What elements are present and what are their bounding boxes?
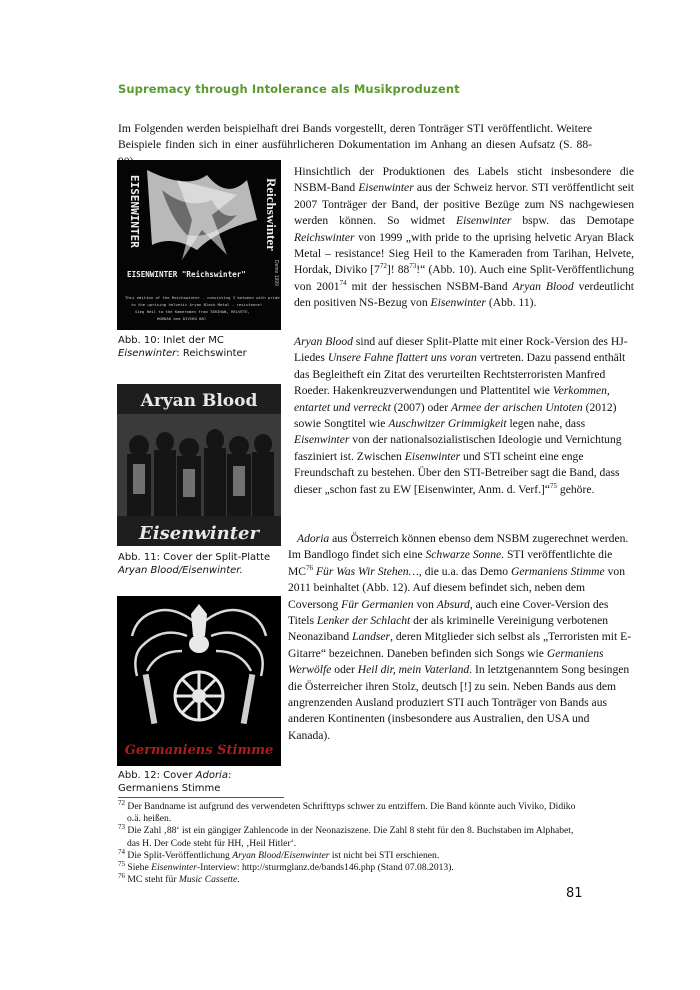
footnotes [118, 798, 588, 886]
footnote-74: $^{74}$ Die Split-Veröffentlichung Aryan Blood/Eisenwinter ist nicht bei STI erschienen. [118, 847, 440, 861]
figure-10-band-logo: EISENWINTER [128, 175, 141, 248]
intro-paragraph: Im Folgenden werden beispielhaft drei Bands vorgestellt, deren Tonträger STI veröffentlicht. Weitere Beispiele finden sich in einer ausführlicheren Dokumentation im Anhang an diesen Aufsatz (S. 88- [118, 122, 592, 152]
footnote-76: $^{76}$ MC steht für Music Cassette. [118, 872, 240, 886]
figure-10-small-line-3: Sieg Heil to the Kameraden from TARIHAN, HELVETE, [135, 309, 250, 314]
figure-10-small-line-2: to the uprising helvetic Aryan Black Metal - resistance! [131, 302, 263, 307]
figure-10-side-title: Reichswinter [264, 178, 279, 251]
footnote-divider [118, 797, 284, 798]
section-heading: Supremacy through Intolerance als Musikproduzent [118, 82, 460, 96]
black-sun-icon [175, 672, 223, 720]
figure-11-caption: Abb. 11: Cover der Split-Platte Aryan Blood/Eisenwinter. [118, 552, 271, 576]
figure-10-side-small: Demo 1999 [273, 260, 279, 286]
paragraph-aryan-blood: Aryan Blood sind auf dieser Split-Platte mit einer Rock-Version des HJ-Liedes Unsere Fahne flattert uns voran vertreten. Dazu passend enthält das Begleitheft ein Zitat des verurteilten Rechtsterroristen Manfred Roeder. Hakenkreuzverwendungen und Plattentitel wie Verkommen, entartet und verreckt (2007) oder Armee der arischen Untoten (2012) sowie Songtitel wie Auschwitzer Grimmigkeit legen nahe, dass Eisenwinter von der nationalsozialistischen Ideologie und Vernichtung fasziniert ist. Zwischen Eisenwinter und STI scheint eine enge Freundschaft zu bestehen. Über den STI-Betreiber sagt die Band, dass dieser „schon fast zu EW [Eisenwinter, Anm. d. Verf.]“$^{75}$ gehöre. [294, 335, 628, 496]
figure-10-image [117, 160, 281, 330]
figure-11-image [117, 384, 281, 546]
figure-10-small-line-1: This edition of the Reichswinter - consisting 3 between with pride [125, 295, 280, 300]
page-number: 81 [566, 886, 583, 901]
figure-10-title-line: EISENWINTER "Reichswinter" [127, 270, 246, 279]
figure-12-image [117, 596, 281, 766]
figure-11-artwork [117, 384, 281, 546]
figure-12-caption: Abb. 12: Cover Adoria: Germaniens Stimme [118, 770, 232, 794]
footnote-75: $^{75}$ Siehe Eisenwinter-Interview: http://sturmglanz.de/bands146.php (Stand 07.08.2013). [118, 859, 454, 874]
figure-10-small-line-4: HORDAK and DIVIKO 88! [157, 316, 207, 321]
figure-11-top-text: Aryan Blood [140, 391, 258, 411]
footnote-72: $^{72}$ Der Bandname ist aufgrund des verwendeten Schrifttyps schwer zu entziffern. Die Band könnte auch Viviko, Didiko o.ä. heißen. [118, 798, 576, 825]
figure-12-logo-text: Germaniens Stimme [124, 743, 274, 758]
figure-10-caption: Abb. 10: Inlet der MC Eisenwinter: Reichswinter [118, 335, 247, 359]
paragraph-eisenwinter: Hinsichtlich der Produktionen des Labels sticht insbesondere die NSBM-Band Eisenwinter aus der Schweiz hervor. STI veröffentlicht seit 2007 Tonträger der Band, der positive Bezüge zum NS nachgewiesen werden können. So widmet Eisenwinter bspw. das Demotape Reichswinter von 1999 „with pride to the uprising helvetic Aryan Black Metal – resistance! Sieg Heil to the Kameraden from Tarihan, Helvete, Hordak, Diviko $[7^{72}]$! $88^{73}!“$ (Abb. 10). Auch eine Split-Veröffentlichung von 2001$^{74}$ mit der hessischen NSBM-Band Aryan Blood verdeutlicht den positiven NS-Bezug von Eisenwinter (Abb. 11). [294, 165, 635, 310]
figure-11-bottom-text: Eisenwinter [139, 523, 259, 544]
paragraph-adoria: Adoria aus Österreich können ebenso dem NSBM zugerechnet werden. Im Bandlogo findet sich eine Schwarze Sonne. STI veröffentlichte die MC$^{76}$ Für Was Wir Stehen…, die u.a. das Demo Germaniens Stimme von 2011 beinhaltet (Abb. 12). Auf diesem befindet sich, neben dem Coversong Für Germanien von Absurd, auch eine Cover-Version des Titels Lenker der Schlacht der als kriminelle Vereinigung verbotenen Neonaziband Landser, deren Mitglieder sich selbst als „Terroristen mit E-Gitarre“ bezeichnen. Daneben befinden sich Songs wie Germaniens Werwölfe oder Heil dir, mein Vaterland. In letztgenanntem Song besingen die Österreicher ihren Stolz, deutsch [!] zu sein. Neben Bands aus dem angrenzenden Ausland produziert STI auch Tonträger von Bands aus anderen Kontinenten (insbesondere aus Australien, den USA und Kanada). [288, 532, 632, 742]
figure-12-artwork [117, 596, 281, 766]
figure-10-artwork [117, 160, 281, 330]
footnote-73: $^{73}$ Die Zahl ‚88‘ ist ein gängiger Zahlencode in der Neonaziszene. Die Zahl 8 steht für den 8. Buchstaben im Alphabet, das H. Der Code steht für HH, ‚Heil Hitler‘. [118, 823, 574, 849]
